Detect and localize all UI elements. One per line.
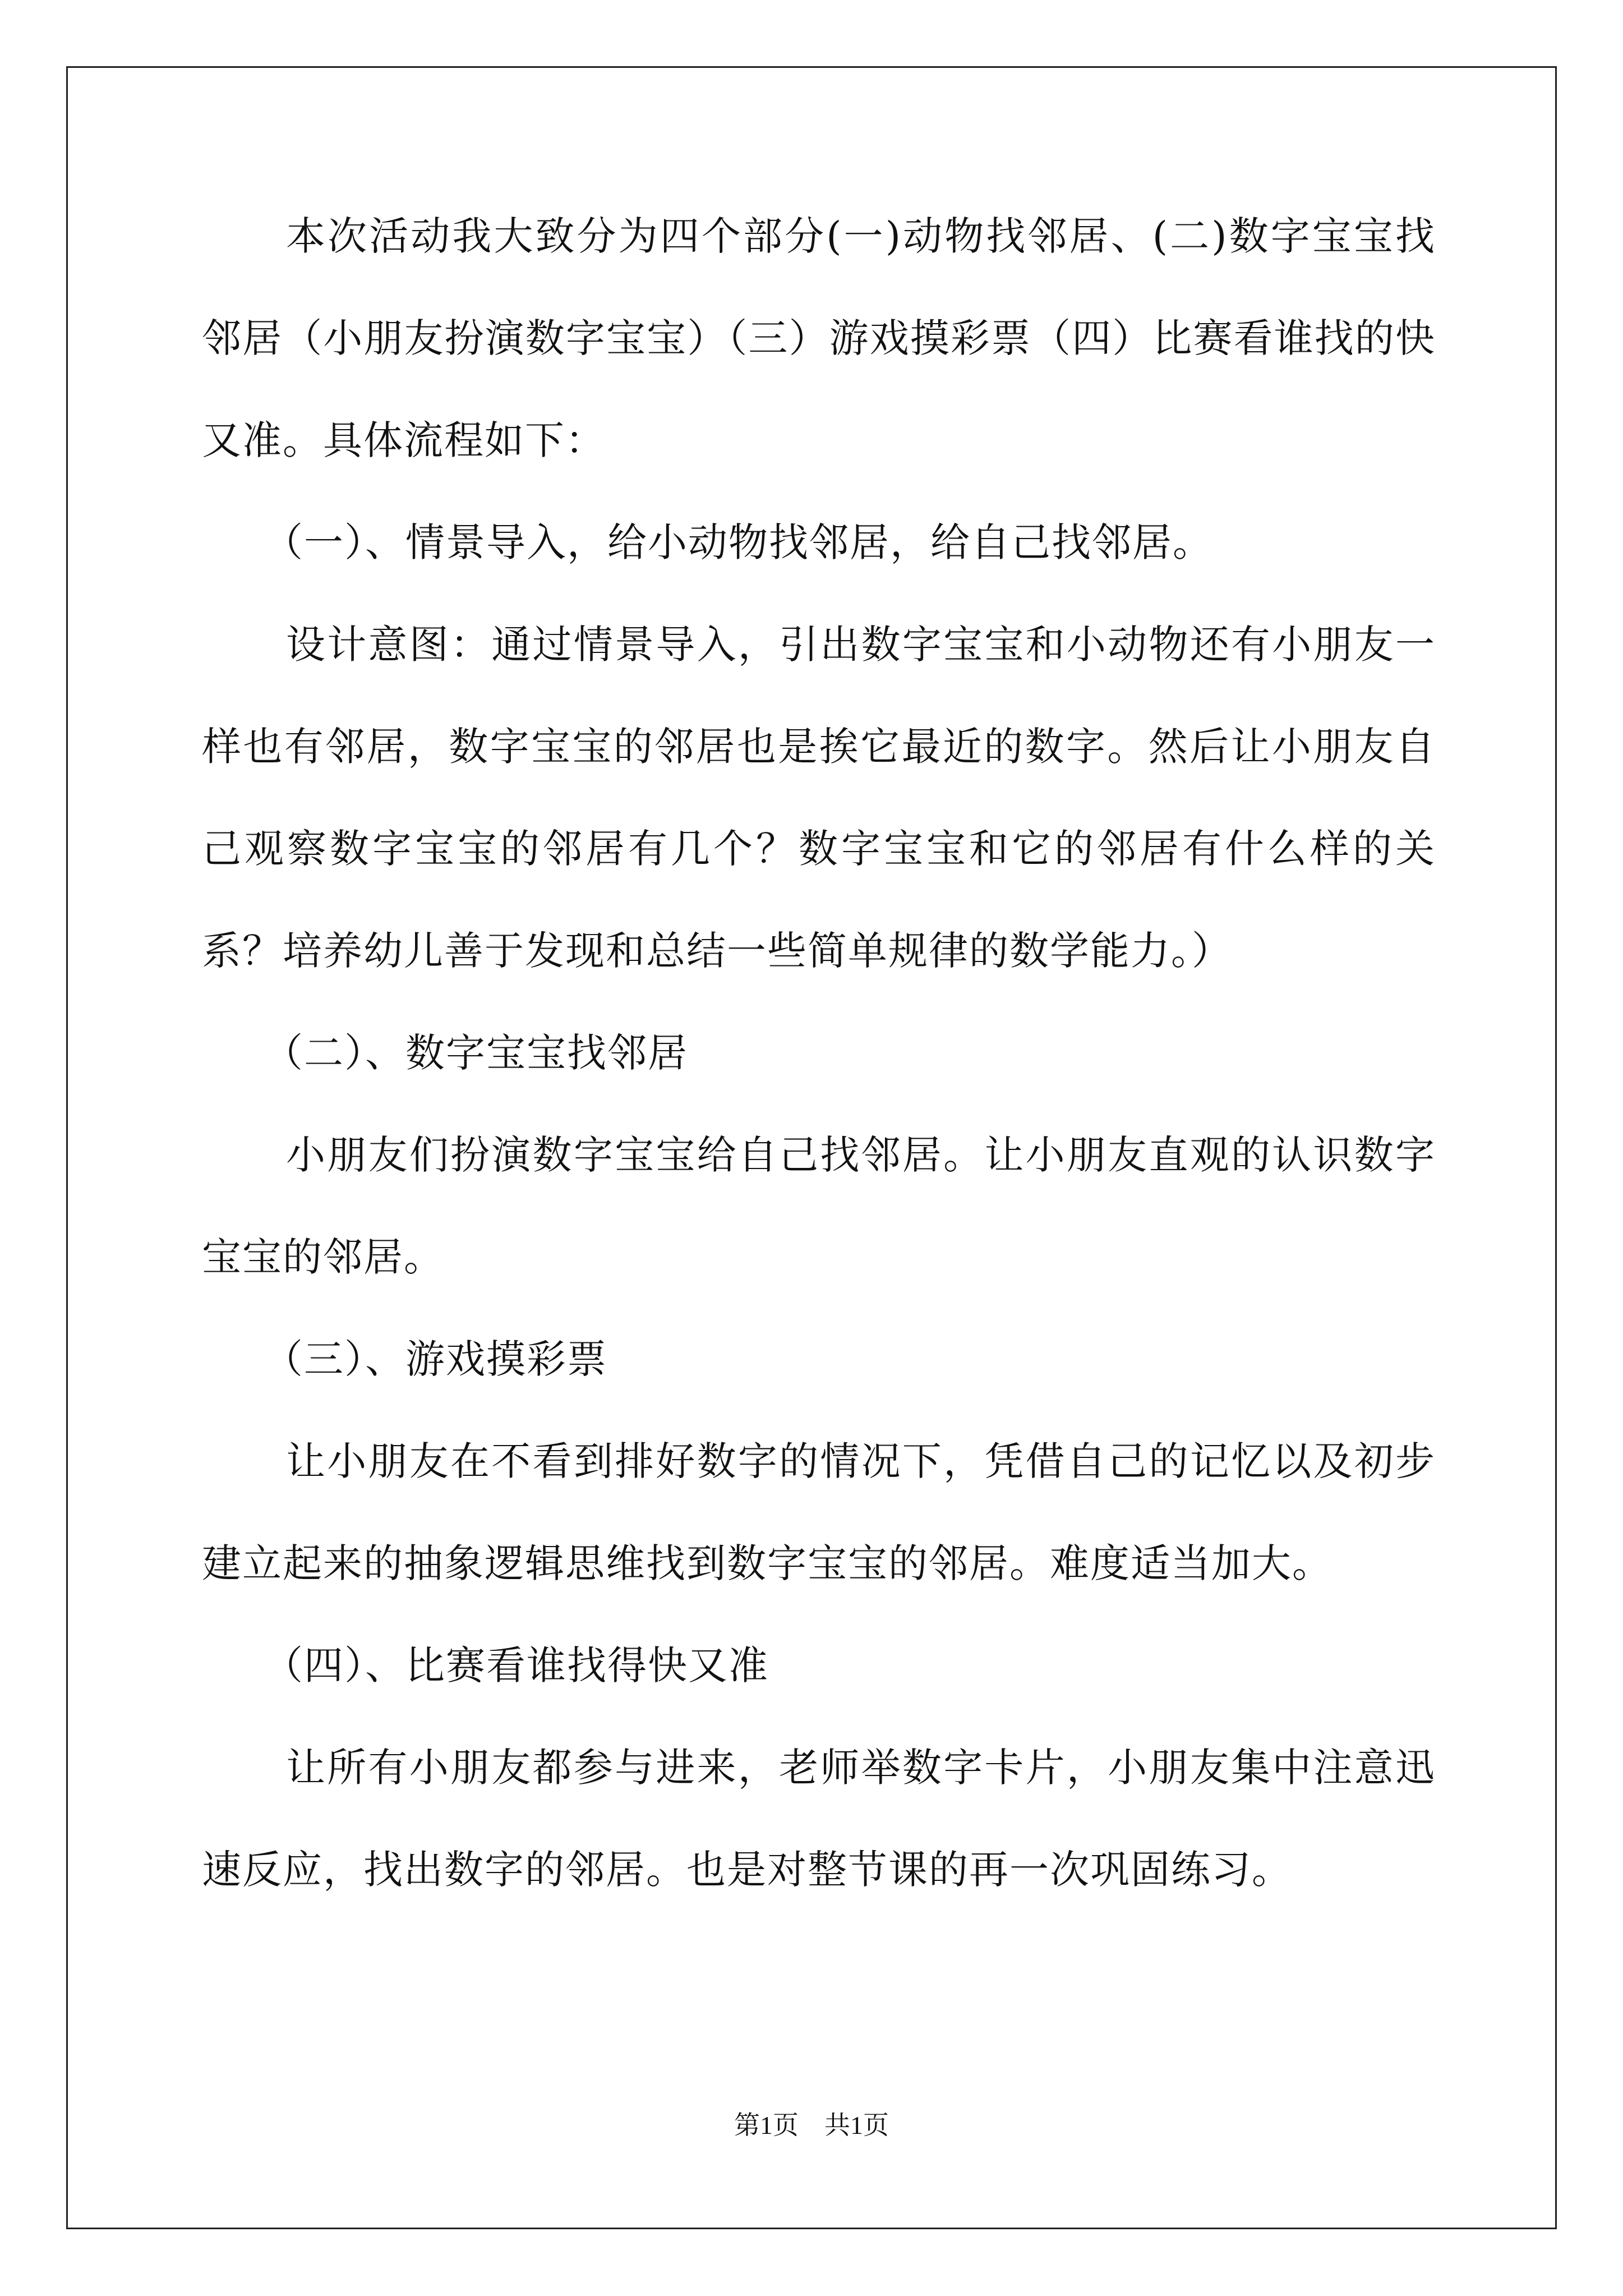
- document-body: [202, 185, 1436, 1921]
- section-heading-3: （三）、游戏摸彩票: [264, 1336, 607, 1382]
- section-heading-4: （四）、比赛看谁找得快又准: [264, 1642, 769, 1688]
- paragraph-section-3: 让小朋友在不看到排好数字的情况下，凭借自己的记忆以及初步建立起来的抽象逻辑思维找到数字宝宝的邻居。难度适当加大。: [202, 1438, 1436, 1586]
- page-number-footer: 第1页 共1页: [734, 2111, 889, 2139]
- paragraph-section-4: 让所有小朋友都参与进来，老师举数字卡片，小朋友集中注意迅速反应，找出数字的邻居。也是对整节课的再一次巩固练习。: [202, 1745, 1436, 1893]
- paragraph-intro: 本次活动我大致分为四个部分(一)动物找邻居、(二)数字宝宝找邻居（小朋友扮演数字宝宝）（三）游戏摸彩票（四）比赛看谁找的快又准。具体流程如下：: [202, 213, 1436, 463]
- paragraph-section-2: 小朋友们扮演数字宝宝给自己找邻居。让小朋友直观的认识数字宝宝的邻居。: [202, 1132, 1436, 1280]
- section-heading-2: （二）、数字宝宝找邻居: [264, 1030, 688, 1076]
- paragraph-design-intent: 设计意图：通过情景导入，引出数字宝宝和小动物还有小朋友一样也有邻居，数字宝宝的邻居也是挨它最近的数字。然后让小朋友自己观察数字宝宝的邻居有几个？数字宝宝和它的邻居有什么样的关系？培养幼儿善于发现和总结一些简单规律的数学能力。）: [202, 622, 1436, 974]
- section-heading-1: （一）、情景导入，给小动物找邻居，给自己找邻居。: [264, 519, 1213, 565]
